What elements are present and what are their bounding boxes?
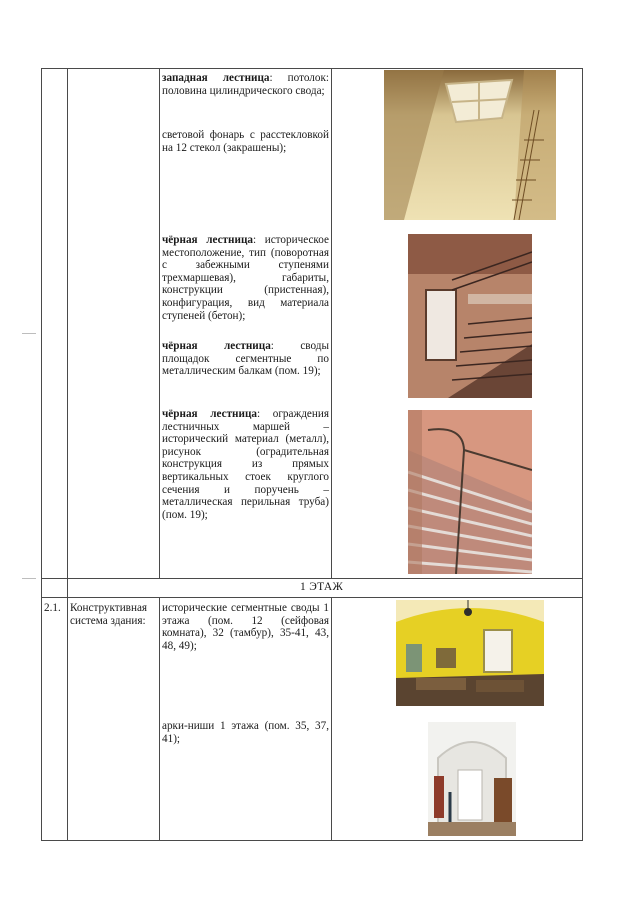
arch-niche-corridor-photo xyxy=(428,722,516,836)
floor-row-top xyxy=(41,578,583,579)
yellow-room-vaults-photo xyxy=(396,600,544,706)
black-stair-location-text: чёрная лестница: историческое местоположение, тип (поворотная с забежными ступенями трехмаршевая), габариты, конструкции (пристенная), конфигурация, вид материала ступеней (бетон); xyxy=(162,234,329,322)
section-number: 2.1. xyxy=(44,602,61,614)
table-border-col3b xyxy=(331,597,332,841)
table-border-right xyxy=(582,68,583,841)
black-stair-overview-photo xyxy=(408,234,532,398)
table-border-left xyxy=(41,68,42,841)
table-border-col2b xyxy=(159,597,160,841)
table-border-bottom xyxy=(41,840,583,841)
table-border-col1 xyxy=(67,68,68,841)
west-stair-skylight-photo xyxy=(384,70,556,220)
table-border-top xyxy=(41,68,583,69)
black-stair-railing-text: чёрная лестница: ограждения лестничных маршей – исторический материал (металл), рисунок (оградительная конструкция из прямых вертикальных стоек круглого сечения и поручень – металлическая перильная труба) (пом. 19); xyxy=(162,408,329,521)
scan-mark xyxy=(22,333,36,334)
table-border-col3 xyxy=(331,68,332,578)
segment-vaults-text: исторические сегментные своды 1 этажа (пом. 12 (сейфовая комната), 32 (тамбур), 35-41, 43, 48, 49); xyxy=(162,602,329,652)
arch-niches-text: арки-ниши 1 этажа (пом. 35, 37, 41); xyxy=(162,720,329,745)
floor-header: 1 ЭТАЖ xyxy=(300,581,344,593)
black-stair-vaults-text: чёрная лестница: своды площадок сегментные по металлическим балкам (пом. 19); xyxy=(162,340,329,378)
west-stair-ceiling-text: западная лестница: потолок: половина цилиндрического свода; xyxy=(162,72,329,97)
skylight-text: световой фонарь с расстекловкой на 12 стекол (закрашены); xyxy=(162,129,329,154)
scan-mark xyxy=(22,578,36,579)
table-border-col2 xyxy=(159,68,160,578)
floor-row-bottom xyxy=(41,597,583,598)
structural-system-label: Конструктивная система здания: xyxy=(70,602,148,627)
black-stair-railing-photo xyxy=(408,410,532,574)
